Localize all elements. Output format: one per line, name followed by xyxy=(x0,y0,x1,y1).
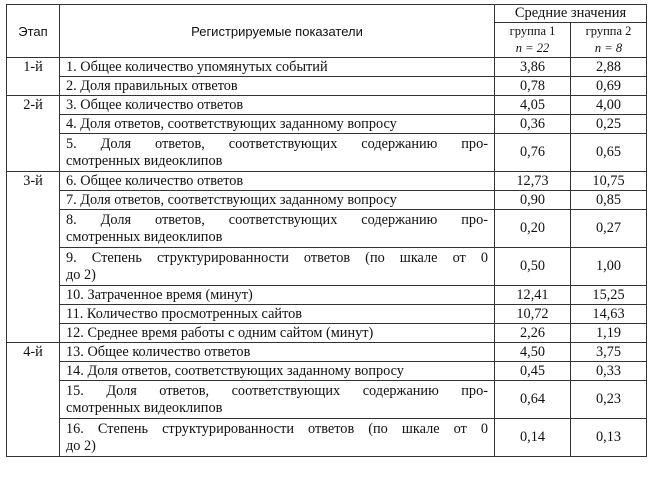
table-row xyxy=(7,191,647,210)
indicator-cell: 14. Доля ответов, соответствующих заданному вопросу xyxy=(60,362,495,381)
indicator-cell: 11. Количество просмотренных сайтов xyxy=(60,305,495,324)
stage-cell: 2-й xyxy=(7,96,60,172)
indicator-cell: 4. Доля ответов, соответствующих заданному вопросу xyxy=(60,115,495,134)
table-row xyxy=(7,286,647,305)
indicator-cell xyxy=(60,134,495,172)
stage-cell: 3-й xyxy=(7,172,60,343)
group2-value: 0,27 xyxy=(571,210,647,248)
indicator-cell xyxy=(60,248,495,286)
table-row xyxy=(7,343,647,362)
header-group1-n: n = 22 xyxy=(515,41,550,55)
group1-value: 0,45 xyxy=(495,362,571,381)
indicator-cell: 1. Общее количество упомянутых событий xyxy=(60,58,495,77)
group1-value: 0,78 xyxy=(495,77,571,96)
indicator-line1: 8. Доля ответов, соответствующих содержанию про- xyxy=(66,211,488,228)
table-row xyxy=(7,210,647,248)
group2-value: 2,88 xyxy=(571,58,647,77)
group2-value: 0,25 xyxy=(571,115,647,134)
header-group1 xyxy=(495,23,571,58)
indicator-cell xyxy=(60,419,495,457)
group2-value: 0,65 xyxy=(571,134,647,172)
indicator-cell: 7. Доля ответов, соответствующих заданному вопросу xyxy=(60,191,495,210)
indicator-line1: 16. Степень структурированности ответов (по шкале от 0 xyxy=(66,420,488,437)
group1-value: 0,50 xyxy=(495,248,571,286)
group1-value: 0,14 xyxy=(495,419,571,457)
group2-value: 0,23 xyxy=(571,381,647,419)
table-row xyxy=(7,305,647,324)
table-row xyxy=(7,362,647,381)
table-row xyxy=(7,324,647,343)
table-row xyxy=(7,58,647,77)
table-row xyxy=(7,134,647,172)
stage-cell: 1-й xyxy=(7,58,60,96)
group2-value: 15,25 xyxy=(571,286,647,305)
indicator-cell: 13. Общее количество ответов xyxy=(60,343,495,362)
group1-value: 0,90 xyxy=(495,191,571,210)
indicator-cell: 12. Среднее время работы с одним сайтом (минут) xyxy=(60,324,495,343)
stage-cell: 4-й xyxy=(7,343,60,457)
table-row xyxy=(7,77,647,96)
group1-value: 0,64 xyxy=(495,381,571,419)
group2-value: 0,13 xyxy=(571,419,647,457)
table-row xyxy=(7,115,647,134)
indicator-line1: 15. Доля ответов, соответствующих содержанию про- xyxy=(66,382,488,399)
indicator-cell: 3. Общее количество ответов xyxy=(60,96,495,115)
indicator-cell: 2. Доля правильных ответов xyxy=(60,77,495,96)
header-group2-label: группа 2 xyxy=(585,24,632,38)
table-row xyxy=(7,172,647,191)
group2-value: 10,75 xyxy=(571,172,647,191)
group2-value: 4,00 xyxy=(571,96,647,115)
table-row xyxy=(7,419,647,457)
group1-value: 3,86 xyxy=(495,58,571,77)
group2-value: 3,75 xyxy=(571,343,647,362)
indicator-line1: 9. Степень структурированности ответов (по шкале от 0 xyxy=(66,249,488,266)
indicator-cell: 10. Затраченное время (минут) xyxy=(60,286,495,305)
group1-value: 2,26 xyxy=(495,324,571,343)
group1-value: 12,73 xyxy=(495,172,571,191)
header-group2-n: n = 8 xyxy=(594,41,623,55)
group1-value: 10,72 xyxy=(495,305,571,324)
group2-value: 0,33 xyxy=(571,362,647,381)
group1-value: 0,36 xyxy=(495,115,571,134)
table-row xyxy=(7,381,647,419)
group1-value: 0,76 xyxy=(495,134,571,172)
header-averages: Средние значения xyxy=(495,5,647,23)
group1-value: 0,20 xyxy=(495,210,571,248)
indicator-line2: до 2) xyxy=(66,437,96,454)
indicator-cell: 6. Общее количество ответов xyxy=(60,172,495,191)
indicator-line1: 5. Доля ответов, соответствующих содержанию про- xyxy=(66,135,488,152)
indicator-line2: смотренных видеоклипов xyxy=(66,399,223,416)
group1-value: 4,05 xyxy=(495,96,571,115)
indicator-line2: до 2) xyxy=(66,266,96,283)
indicators-table xyxy=(6,4,647,457)
indicator-cell xyxy=(60,381,495,419)
header-indicators: Регистрируемые показатели xyxy=(60,5,495,58)
group1-value: 12,41 xyxy=(495,286,571,305)
group2-value: 1,00 xyxy=(571,248,647,286)
group1-value: 4,50 xyxy=(495,343,571,362)
header-stage: Этап xyxy=(7,5,60,58)
indicator-line2: смотренных видеоклипов xyxy=(66,152,223,169)
header-group2 xyxy=(571,23,647,58)
group2-value: 1,19 xyxy=(571,324,647,343)
group2-value: 14,63 xyxy=(571,305,647,324)
group2-value: 0,85 xyxy=(571,191,647,210)
table-row xyxy=(7,96,647,115)
group2-value: 0,69 xyxy=(571,77,647,96)
indicator-line2: смотренных видеоклипов xyxy=(66,228,223,245)
header-group1-label: группа 1 xyxy=(509,24,556,38)
indicator-cell xyxy=(60,210,495,248)
table-row xyxy=(7,248,647,286)
